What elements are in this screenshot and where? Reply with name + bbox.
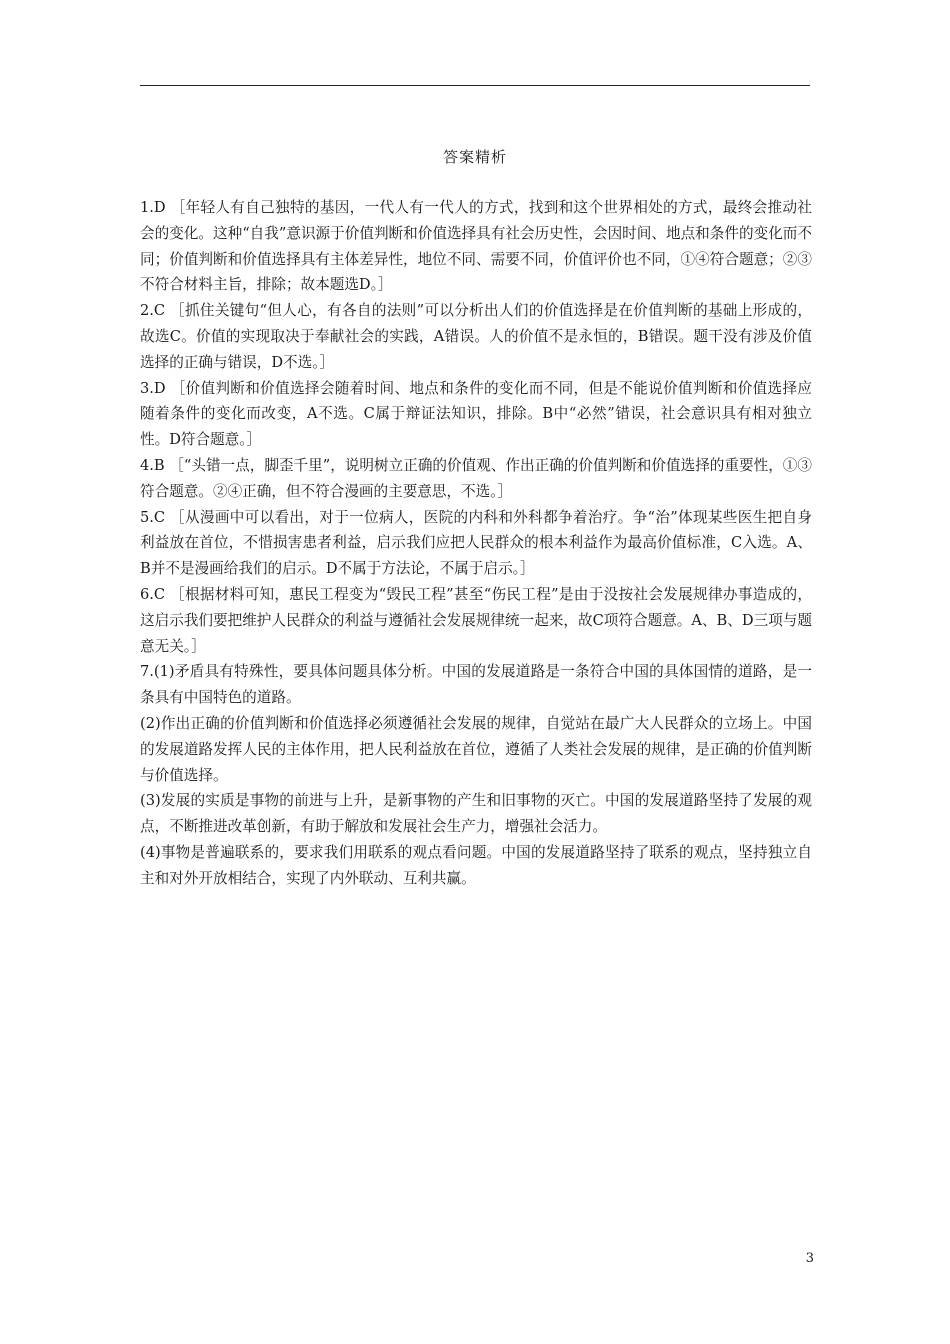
answer-7-part-2: (2)作出正确的价值判断和价值选择必须遵循社会发展的规律，自觉站在最广大人民群众的立场上。中国的发展道路发挥人民的主体作用，把人民利益放在首位，遵循了人类社会发展的规律，是正确的价值判断与价值选择。: [140, 714, 812, 784]
answer-3: 3.D ［价值判断和价值选择会随着时间、地点和条件的变化而不同，但是不能说价值判断和价值选择应随着条件的变化而改变，A不选。C属于辩证法知识，排除。B中“必然”错误，社会意识具有相对独立性。D符合题意。］: [140, 379, 812, 449]
answer-content: [140, 195, 812, 892]
header-rule: [140, 85, 810, 86]
answer-2: 2.C ［抓住关键句“但人心，有各自的法则”可以分析出人们的价值选择是在价值判断的基础上形成的，故选C。价值的实现取决于奉献社会的实践，A错误。人的价值不是永恒的，B错误。题干没有涉及价值选择的正确与错误，D不选。］: [140, 302, 812, 371]
answer-1: 1.D ［年轻人有自己独特的基因，一代人有一代人的方式，找到和这个世界相处的方式，最终会推动社会的变化。这种“自我”意识源于价值判断和价值选择具有社会历史性，会因时间、地点和条件的变化而不同；价值判断和价值选择具有主体差异性，地位不同、需要不同，价值评价也不同，①④符合题意；②③不符合材料主旨，排除；故本题选D。］: [140, 199, 812, 294]
page-title: 答案精析: [442, 148, 507, 166]
answer-7-part-1: 7.(1)矛盾具有特殊性，要具体问题具体分析。中国的发展道路是一条符合中国的具体国情的道路，是一条具有中国特色的道路。: [140, 663, 812, 707]
answer-5: 5.C ［从漫画中可以看出，对于一位病人，医院的内科和外科都争着治疗。争“治”体现某些医生把自身利益放在首位，不惜损害患者利益，启示我们应把人民群众的根本利益作为最高价值标准，C入选。A、B并不是漫画给我们的启示。D不属于方法论，不属于启示。］: [140, 508, 812, 578]
answer-7-part-4: (4)事物是普遍联系的，要求我们用联系的观点看问题。中国的发展道路坚持了联系的观点，坚持独立自主和对外开放相结合，实现了内外联动、互利共赢。: [140, 843, 812, 887]
answer-6: 6.C ［根据材料可知，惠民工程变为“毁民工程”甚至“伤民工程”是由于没按社会发展规律办事造成的，这启示我们要把维护人民群众的利益与遵循社会发展规律统一起来，故C项符合题意。A、B、D三项与题意无关。］: [140, 585, 812, 655]
answer-4: 4.B ［“头错一点，脚歪千里”，说明树立正确的价值观、作出正确的价值判断和价值选择的重要性，①③符合题意。②④正确，但不符合漫画的主要意思，不选。］: [140, 456, 812, 500]
page-number: 3: [805, 1251, 814, 1266]
answer-7-part-3: (3)发展的实质是事物的前进与上升，是新事物的产生和旧事物的灭亡。中国的发展道路坚持了发展的观点，不断推进改革创新，有助于解放和发展社会生产力，增强社会活力。: [140, 792, 812, 836]
